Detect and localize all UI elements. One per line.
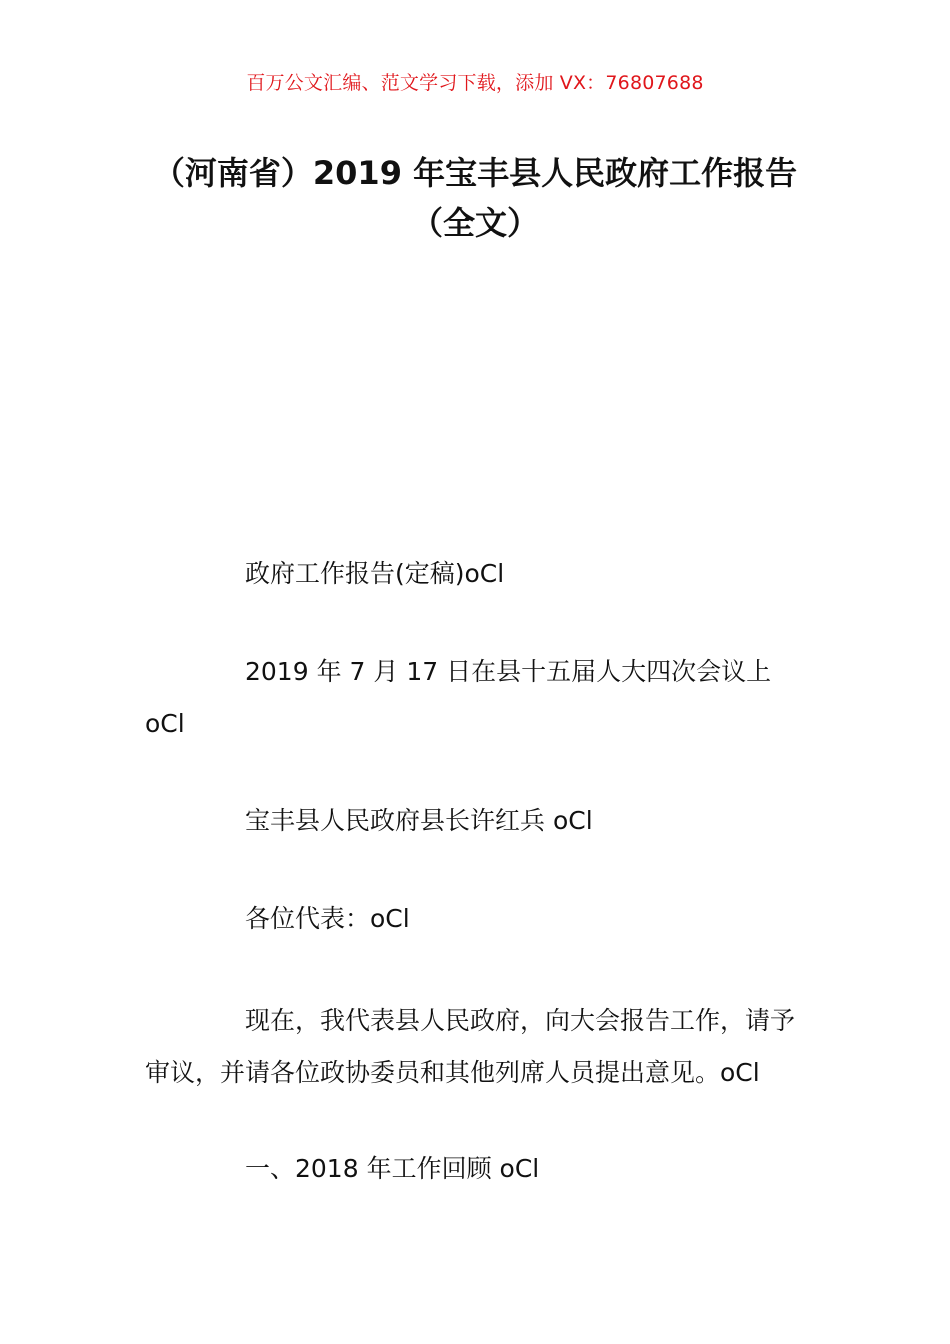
paragraph-report-subtitle: 政府工作报告(定稿)oCl <box>245 559 505 588</box>
paragraph-speaker: 宝丰县人民政府县长许红兵 oCl <box>245 806 593 835</box>
paragraph-meeting-date: 2019 年 7 月 17 日在县十五届人大四次会议上 oCl <box>145 657 772 738</box>
paragraph-opening: 现在，我代表县人民政府，向大会报告工作，请予审议，并请各位政协委员和其他列席人员提出意见。oCl <box>145 1006 796 1087</box>
section-heading-review: 一、2018 年工作回顾 oCl <box>245 1154 540 1183</box>
paragraph-salutation: 各位代表：oCl <box>245 904 410 933</box>
page-title: （河南省）2019 年宝丰县人民政府工作报告（全文） <box>152 154 798 242</box>
header-banner: 百万公文汇编、范文学习下载，添加 VX：76807688 <box>246 72 704 94</box>
